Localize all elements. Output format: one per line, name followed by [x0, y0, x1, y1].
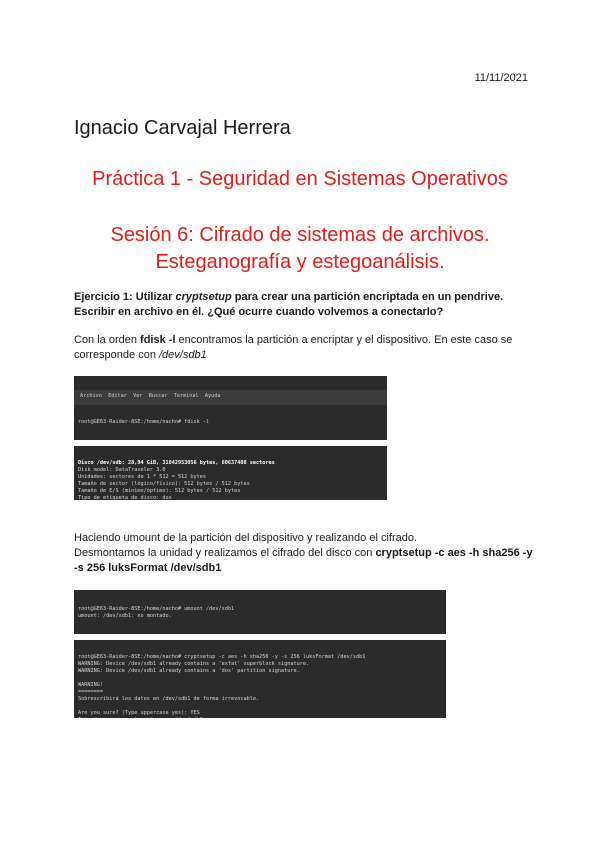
document-date: 11/11/2021 [474, 72, 528, 84]
author-name: Ignacio Carvajal Herrera [74, 117, 291, 139]
terminal-line: Tamaño de sector (lógico/físico): 512 bytes / 512 bytes [78, 481, 250, 487]
terminal-line [74, 717, 446, 718]
paragraph-cryptsetup [74, 531, 534, 576]
terminal-line: Are you sure? (Type uppercase yes): YES [78, 710, 200, 716]
terminal-line: root@GE63-Raider-8SE:/home/nacho# cryptsetup -c aes -h sha256 -y -s 256 luksFormat /dev/sdb1 [78, 654, 366, 660]
terminal-line: WARNING: Device /dev/sdb1 already contains a 'dos' partition signature. [78, 668, 300, 674]
terminal-menubar: Archivo Editar Ver Buscar Terminal Ayuda [74, 390, 387, 405]
exercise-text: para crear una partición encriptada en un pendrive. [231, 291, 504, 303]
terminal-line: Disk model: DataTraveler 3.0 [78, 467, 166, 473]
terminal-line [74, 675, 446, 682]
terminal-line: root@GE63-Raider-8SE:/home/nacho# fdisk -l [78, 419, 210, 425]
session-title-line2: Esteganografía y estegoanálisis. [155, 251, 445, 273]
practice-title: Práctica 1 - Seguridad en Sistemas Operativos [92, 168, 508, 190]
terminal-line: Sobrescribirá los datos en /dev/sdb1 de forma irrevocable. [78, 696, 260, 702]
terminal-line: root@GE63-Raider-8SE:/home/nacho# umount /dev/sdb1 [78, 606, 235, 612]
terminal-divider [74, 440, 387, 446]
terminal-line: Tipo de etiqueta de disco: dos [78, 495, 172, 500]
para1-device: /dev/sdb1 [159, 349, 207, 361]
terminal-line: Disco /dev/sdb: 28,94 GiB, 31042953056 bytes, 60637408 sectores [78, 460, 275, 466]
exercise-tool: cryptsetup [175, 291, 232, 303]
para2-text: Desmontamos la unidad y realizamos el cifrado del disco con [74, 547, 376, 559]
terminal-line: Tamaño de E/S (mínimo/óptimo): 512 bytes / 512 bytes [78, 488, 241, 494]
terminal-line [74, 703, 446, 710]
terminal-output-top [74, 604, 446, 620]
terminal-output [74, 654, 446, 718]
para2-line1: Haciendo umount de la partición del dispositivo y realizando el cifrado. [74, 532, 418, 544]
session-title [0, 222, 600, 276]
terminal-line: WARNING: Device /dev/sdb1 already contains a 'exfat' superblock signature. [78, 661, 310, 667]
terminal-line: Unidades: sectores de 1 * 512 = 512 bytes [78, 474, 207, 480]
terminal-line: WARNING! [78, 682, 103, 688]
para1-command: fdisk -l [140, 334, 176, 346]
terminal-line: ======== [78, 689, 103, 695]
terminal-screenshot-cryptsetup [74, 590, 446, 718]
para2-command: cryptsetup -c aes -h sha256 -y -s 256 luksFormat /dev/sdb1 [74, 547, 533, 574]
paragraph-fdisk [74, 333, 534, 363]
session-title-line1: Sesión 6: Cifrado de sistemas de archivos. [110, 224, 490, 246]
exercise-statement [74, 290, 534, 320]
terminal-divider [74, 634, 446, 640]
exercise-label: Ejercicio 1: Utilizar [74, 291, 176, 303]
terminal-line: umount: /dev/sdb1: no montado. [78, 613, 172, 619]
exercise-line2: Escribir en archivo en él. ¿Qué ocurre cuando volvemos a conectarlo? [74, 306, 444, 318]
para1-text2: encontramos la partición a encriptar y el dispositivo. En este caso se corresponde con [74, 334, 513, 361]
para1-text: Con la orden [74, 334, 141, 346]
terminal-screenshot-fdisk [74, 376, 387, 500]
terminal-output [74, 460, 387, 500]
